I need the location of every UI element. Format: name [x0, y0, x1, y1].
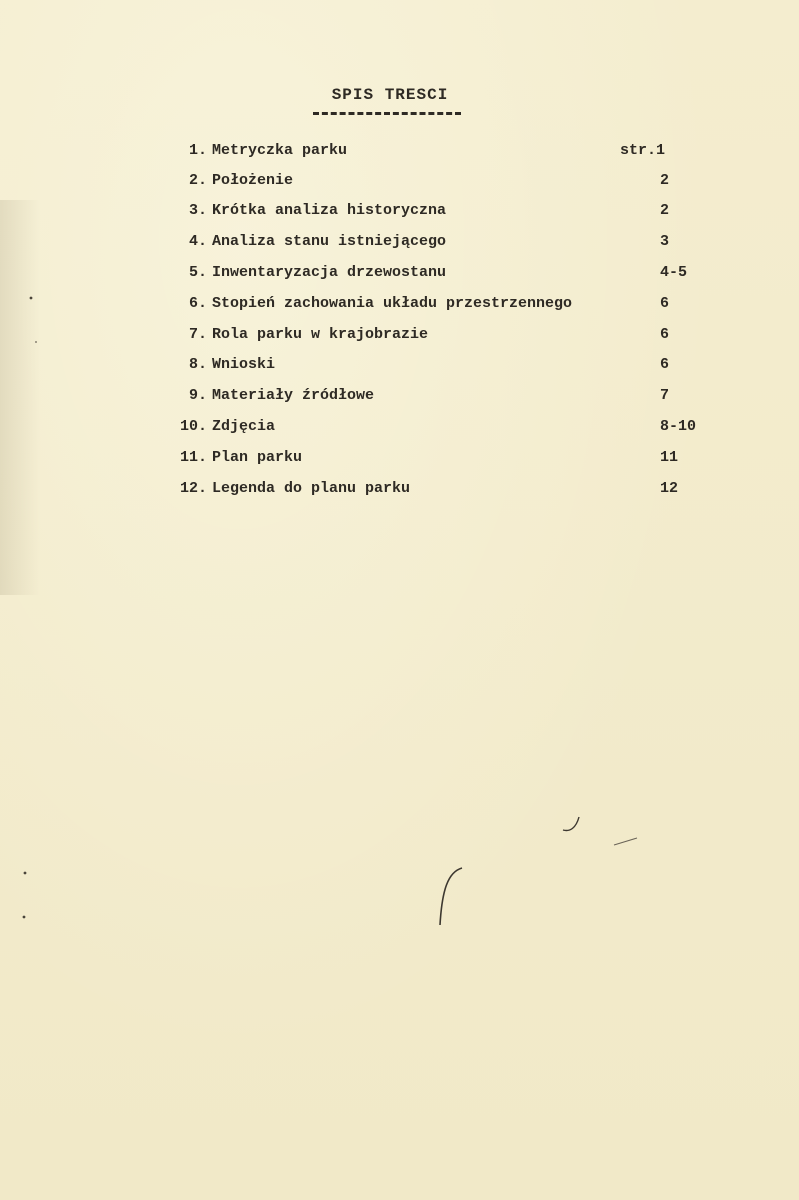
pencil-stroke: [614, 838, 637, 845]
entry-number: 2.: [188, 172, 207, 189]
entry-page: 2: [660, 172, 670, 189]
entry-label: Legenda do planu parku: [212, 480, 411, 497]
entry-number: 9.: [188, 387, 207, 404]
paper-speck: [30, 297, 33, 300]
entry-page: 2: [660, 202, 670, 219]
entry-label: Zdjęcia: [212, 418, 276, 435]
entry-page: 3: [660, 233, 670, 250]
pencil-stroke: [563, 817, 579, 830]
entry-page: 6: [660, 326, 670, 343]
page-title: SPIS TRESCI: [331, 86, 449, 104]
entry-number: 10.: [179, 418, 207, 435]
entry-page: 8-10: [660, 418, 697, 435]
entry-label: Inwentaryzacja drzewostanu: [212, 264, 447, 281]
entry-number: 3.: [188, 202, 207, 219]
entry-label: Materiały źródłowe: [212, 387, 375, 404]
entry-page: 4-5: [660, 264, 688, 281]
entry-label: Rola parku w krajobrazie: [212, 326, 429, 343]
entry-page: 6: [660, 295, 670, 312]
entry-label: Położenie: [212, 172, 294, 189]
entry-label: Analiza stanu istniejącego: [212, 233, 447, 250]
entry-number: 7.: [188, 326, 207, 343]
entry-page: str.1: [620, 142, 666, 159]
pencil-stroke: [440, 868, 462, 925]
entry-page: 11: [660, 449, 679, 466]
paper-speck: [23, 916, 26, 919]
entry-number: 5.: [188, 264, 207, 281]
entry-number: 11.: [179, 449, 207, 466]
entry-number: 1.: [188, 142, 207, 159]
paper-speck: [35, 341, 37, 343]
entry-label: Wnioski: [212, 356, 276, 373]
entry-number: 6.: [188, 295, 207, 312]
entry-label: Metryczka parku: [212, 142, 348, 159]
entry-number: 8.: [188, 356, 207, 373]
entry-label: Stopień zachowania układu przestrzennego: [212, 295, 573, 312]
entry-number: 4.: [188, 233, 207, 250]
entry-label: Plan parku: [212, 449, 303, 466]
entry-label: Krótka analiza historyczna: [212, 202, 447, 219]
entry-page: 7: [660, 387, 670, 404]
entry-number: 12.: [179, 480, 207, 497]
entry-page: 12: [660, 480, 679, 497]
paper-speck: [24, 872, 27, 875]
entry-page: 6: [660, 356, 670, 373]
